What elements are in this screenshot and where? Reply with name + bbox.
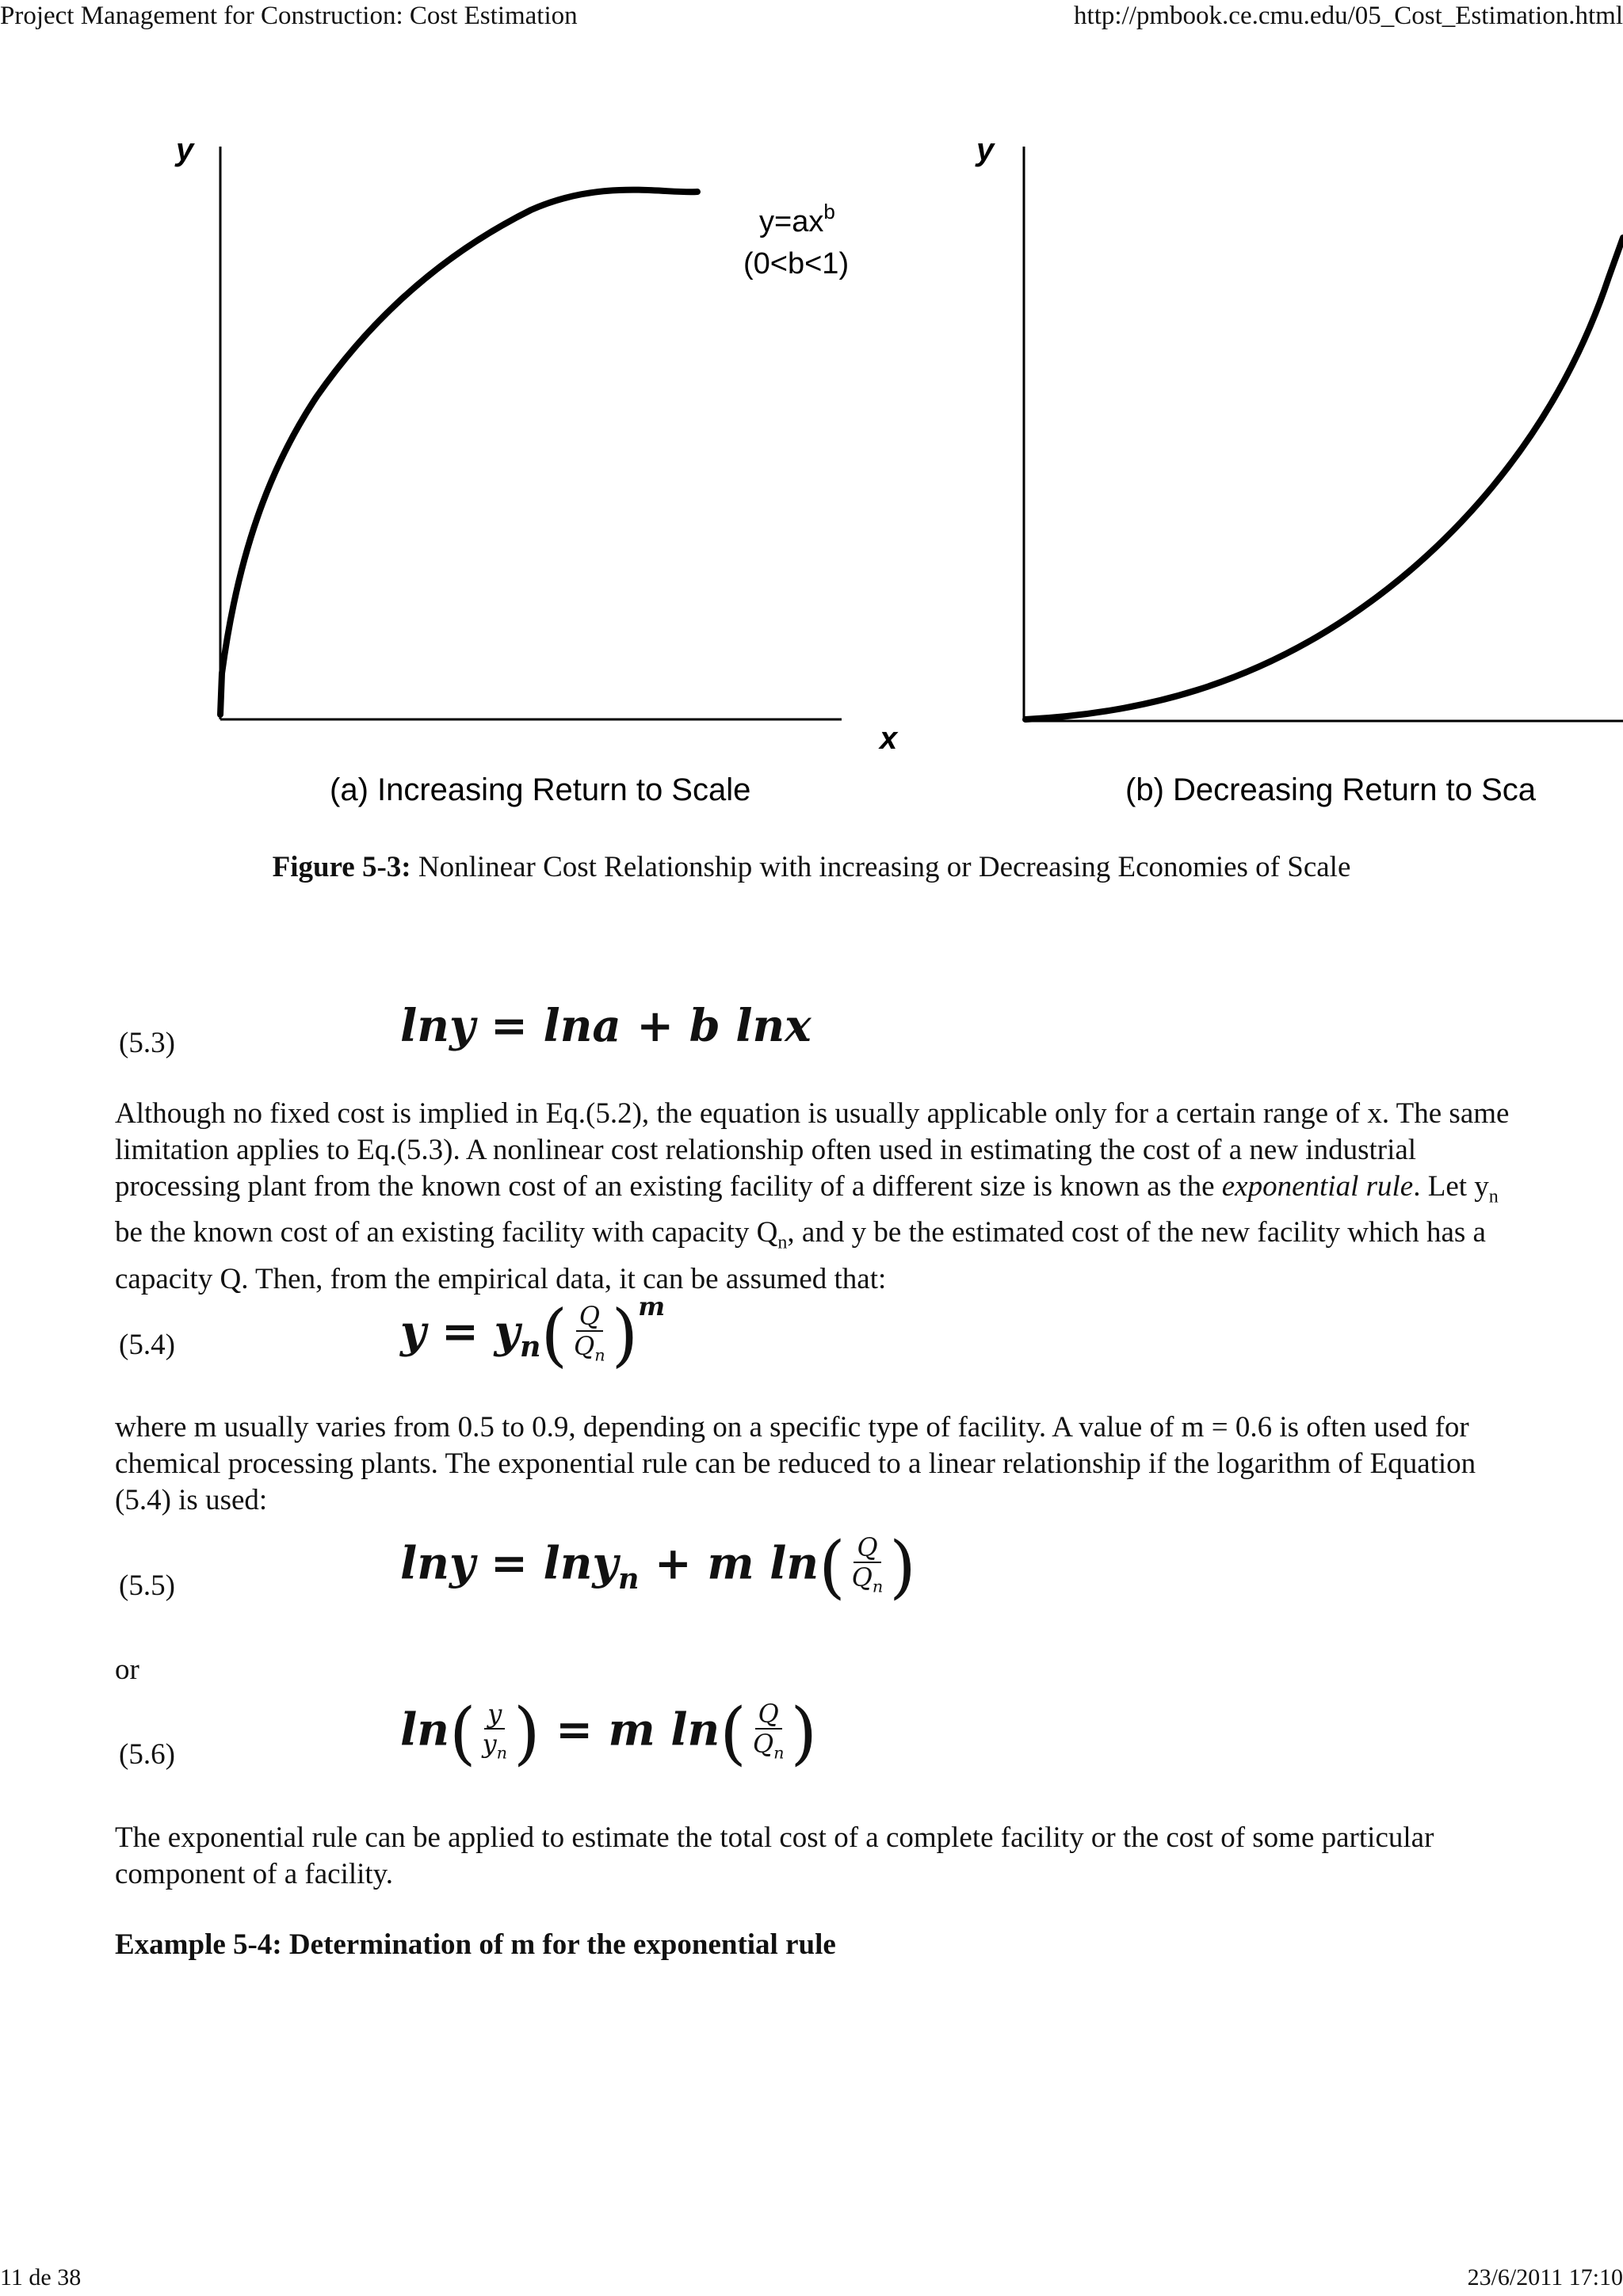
panel-a-condition: (0<b<1) (743, 247, 850, 280)
eq-5-5-number: (5.5) (119, 1569, 175, 1602)
panel-a-x-label: x (880, 721, 898, 756)
panel-b-curve (1025, 238, 1623, 719)
header-url: http://pmbook.ce.cmu.edu/05_Cost_Estimation.html (1074, 2, 1623, 30)
footer-datetime: 23/6/2011 17:10 (1467, 2264, 1623, 2290)
footer-page-number: 11 de 38 (0, 2264, 82, 2290)
paragraph-application: The exponential rule can be applied to estimate the total cost of a complete facility or the cost of some particular component of a facility. (115, 1821, 1434, 1890)
paragraph-exponential-rule: Although no fixed cost is implied in Eq.(5.2), the equation is usually applicable only for a certain range of x. The same limitation applies to Eq.(5.3). A nonlinear cost relationship often used in estimating the cost of a new industrial processing plant from the known cost of an existing facility of a different size is known as the exponential rule. Let $y_n$ be the known cost of an existing facility with capacity $Q_n$, and y be the estimated cost of the new facility which has a capacity Q. Then, from the empirical data, it can be assumed that: (115, 1097, 1510, 1295)
eq-5-4-number: (5.4) (119, 1329, 175, 1361)
eq-5-5: lny = lny$_n$ + m ln( $\frac{Q}{Q_n}$ ) (400, 1527, 916, 1607)
panel-b-y-label: y (976, 132, 995, 167)
figure-caption-text: Nonlinear Cost Relationship with increasing or Decreasing Economies of Scale (411, 851, 1351, 883)
figure-caption (0, 849, 1623, 886)
panel-a-y-label: y (176, 132, 194, 167)
panel-a (174, 132, 899, 807)
or-text: or (115, 1653, 139, 1686)
eq-5-6: ln( $\frac{y}{y_n}$ ) = m ln( $\frac{Q}{Q_n}$ ) (400, 1694, 818, 1773)
panel-a-formula: $y=ax^b$ (759, 200, 835, 238)
eq-5-3-number: (5.3) (119, 1027, 175, 1059)
eq-5-3: lny = lna + b lnx (400, 1000, 812, 1052)
panel-a-caption: (a) Increasing Return to Scale (330, 772, 751, 807)
eq-5-4: $y = y_n$( $\frac{Q}{Q_n}$ )$^m$ (400, 1291, 666, 1375)
term-exponential-rule: exponential rule (1221, 1170, 1414, 1203)
panel-b (975, 132, 1623, 807)
example-heading: Example 5-4: Determination of m for the exponential rule (115, 1928, 836, 1961)
figure-5-3 (0, 111, 1623, 824)
eq-5-6-number: (5.6) (119, 1738, 175, 1771)
panel-a-curve (220, 190, 697, 715)
header-title: Project Management for Construction: Cost Estimation (0, 2, 578, 30)
paragraph-m-values: where m usually varies from 0.5 to 0.9, depending on a specific type of facility. A value of m = 0.6 is often used for chemical processing plants. The exponential rule can be reduced to a linear relationship if the logarithm of Equation (5.4) is used: (115, 1411, 1476, 1516)
panel-b-caption: (b) Decreasing Return to Sca (1125, 772, 1537, 807)
figure-caption-label: Figure 5-3: (272, 851, 411, 883)
